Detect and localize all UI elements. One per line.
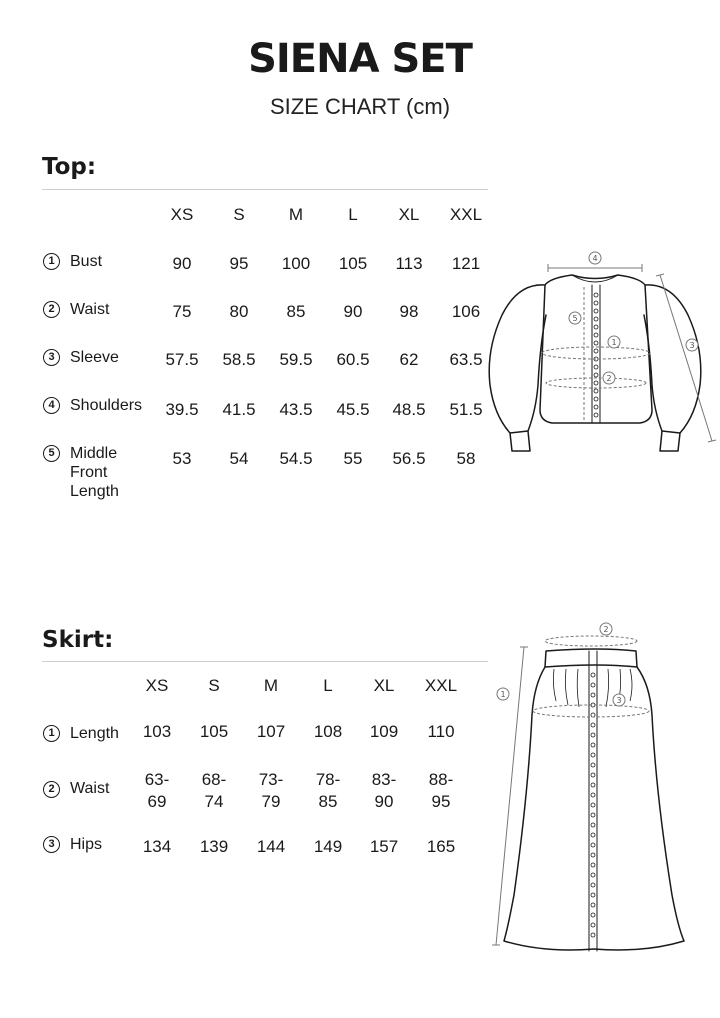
top-cell: 85 [286, 302, 306, 321]
top-row-number: 4 [43, 397, 60, 414]
top-marker-label: 3 [689, 341, 695, 350]
skirt-cell: 134 [142, 837, 172, 856]
top-cell: 63.5 [449, 350, 483, 369]
top-cell: 58.5 [222, 350, 256, 369]
skirt-size-header-xl: XL [373, 676, 395, 695]
skirt-cell: 107 [256, 722, 286, 741]
skirt-size-header-l: L [323, 676, 333, 695]
top-row-label: Bust [70, 253, 103, 270]
skirt-cell: 103 [142, 722, 172, 741]
top-cell: 95 [229, 254, 249, 273]
skirt-marker-label: 3 [616, 696, 622, 705]
skirt-cell: 83- 90 [371, 770, 397, 811]
skirt-cell: 68- 74 [201, 770, 227, 811]
skirt-section-title: Skirt: [42, 627, 114, 653]
skirt-size-header-s: S [208, 676, 220, 695]
skirt-marker-label: 1 [500, 690, 506, 699]
skirt-cell: 139 [199, 837, 229, 856]
top-size-header-xxl: XXL [449, 205, 483, 224]
top-size-header-l: L [348, 205, 358, 224]
top-cell: 54.5 [279, 449, 313, 468]
top-cell: 55 [343, 449, 363, 468]
top-cell: 53 [172, 449, 192, 468]
skirt-marker-label: 2 [603, 625, 609, 634]
top-size-header-m: M [288, 205, 304, 224]
top-cell: 56.5 [392, 449, 426, 468]
top-cell: 113 [395, 254, 423, 273]
top-cell: 54 [229, 449, 249, 468]
top-cell: 121 [451, 254, 481, 273]
skirt-row-number: 3 [43, 836, 60, 853]
skirt-cell: 88- 95 [428, 770, 454, 811]
top-cell: 58 [456, 449, 476, 468]
skirt-placket-buttons-icon [591, 673, 595, 937]
skirt-cell: 105 [199, 722, 229, 741]
top-row-number: 5 [43, 445, 60, 462]
placket-buttons-icon [594, 293, 598, 417]
top-row-label: Middle Front Length [70, 445, 119, 500]
skirt-cell: 157 [369, 837, 399, 856]
skirt-size-header-xxl: XXL [424, 676, 458, 695]
top-garment-illustration [480, 245, 720, 470]
page-title: SIENA SET [248, 36, 472, 82]
top-cell: 98 [399, 302, 419, 321]
top-marker-label: 4 [592, 254, 598, 263]
top-cell: 90 [172, 254, 192, 273]
top-cell: 57.5 [165, 350, 199, 369]
top-marker-label: 2 [606, 374, 612, 383]
top-cell: 80 [229, 302, 249, 321]
skirt-cell: 73- 79 [258, 770, 284, 811]
skirt-cell: 109 [369, 722, 399, 741]
top-cell: 62 [399, 350, 419, 369]
top-section-divider [42, 189, 488, 190]
top-size-header-xs: XS [170, 205, 194, 224]
top-row-label: Sleeve [70, 349, 119, 366]
skirt-cell: 165 [426, 837, 456, 856]
top-row-number: 3 [43, 349, 60, 366]
top-row-label: Shoulders [70, 397, 143, 414]
skirt-row-number: 1 [43, 725, 60, 742]
skirt-row-label: Length [70, 725, 119, 742]
skirt-row-label: Waist [70, 780, 110, 797]
skirt-size-header-m: M [263, 676, 279, 695]
top-cell: 90 [343, 302, 363, 321]
top-cell: 43.5 [279, 400, 313, 419]
top-marker-label: 1 [611, 338, 617, 347]
top-row-number: 1 [43, 253, 60, 270]
skirt-cell: 110 [427, 722, 455, 741]
skirt-cell: 63- 69 [144, 770, 170, 811]
top-cell: 105 [338, 254, 368, 273]
page-subtitle: SIZE CHART (cm) [269, 94, 451, 119]
top-cell: 41.5 [222, 400, 256, 419]
skirt-row-label: Hips [70, 836, 103, 853]
skirt-size-header-xs: XS [145, 676, 169, 695]
top-cell: 48.5 [392, 400, 426, 419]
skirt-row-number: 2 [43, 781, 60, 798]
top-section-title: Top: [42, 154, 97, 180]
skirt-cell: 144 [256, 837, 286, 856]
skirt-section-divider [42, 661, 488, 662]
top-row-label: Waist [70, 301, 110, 318]
skirt-garment-illustration [484, 615, 704, 960]
top-cell: 60.5 [336, 350, 370, 369]
top-cell: 45.5 [336, 400, 370, 419]
top-size-header-xl: XL [398, 205, 420, 224]
top-cell: 59.5 [279, 350, 313, 369]
top-marker-label: 5 [572, 314, 578, 323]
top-row-number: 2 [43, 301, 60, 318]
skirt-cell: 78- 85 [315, 770, 341, 811]
skirt-cell: 108 [313, 722, 343, 741]
top-cell: 100 [281, 254, 311, 273]
top-cell: 75 [172, 302, 192, 321]
top-cell: 51.5 [449, 400, 483, 419]
top-cell: 106 [451, 302, 481, 321]
skirt-cell: 149 [313, 837, 343, 856]
top-size-header-s: S [233, 205, 245, 224]
top-cell: 39.5 [165, 400, 199, 419]
